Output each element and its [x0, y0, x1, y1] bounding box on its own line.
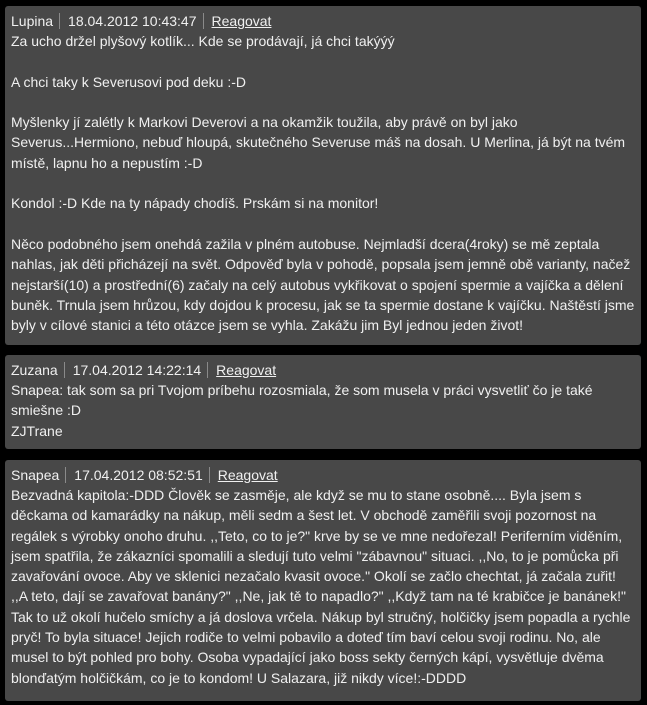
comment-header — [11, 11, 635, 31]
comment-paragraph: Za ucho držel plyšový kotlík... Kde se prodávají, já chci takýýý — [11, 33, 395, 49]
header-divider — [207, 362, 208, 378]
comment-author: Lupina — [11, 13, 54, 29]
comment-paragraph: A chci taky k Severusovi pod deku :-D — [11, 73, 246, 90]
comment-body — [11, 380, 635, 441]
comment-paragraph: Kondol :-D Kde na ty nápady chodíš. Prskám si na monitor! — [11, 195, 379, 212]
comment-paragraph: Snapea: tak som sa pri Tvojom príbehu rozosmiala, že som musela v práci vysvetliť čo je také smiešne :D — [11, 382, 593, 419]
comment-header — [11, 360, 635, 380]
comment-body — [11, 31, 635, 335]
comment-body — [11, 485, 635, 688]
reply-link[interactable]: Reagovat — [211, 13, 272, 29]
comment-header — [11, 465, 635, 485]
comment-paragraph: Něco podobného jsem onehdá zažila v plném autobuse. Nejmladší dcera(4roky) se mě zeptala nahlas, jak děti přicházejí na svět. Odpověď byla v pohodě, popsala jsem jemně obě varianty, načež nejstarší(10) a prostřední(6) začaly na celý autobus vykřikovat o spojení spermie a vajíčka a dělení buněk. Trnula jsem hrůzou, kdy dojdou k procesu, jak se ta spermie dostane k vajíčku. Naštěstí jsme byly v cílové stanici a této otázce jsem se vyhla. Zakážu jim Byl jednou jeden život! — [11, 235, 635, 334]
header-divider — [59, 13, 60, 29]
reply-link[interactable]: Reagovat — [216, 362, 277, 378]
header-divider — [209, 467, 210, 483]
header-divider — [203, 13, 204, 29]
comment-paragraph: Myšlenky jí zalétly k Markovi Deverovi a na okamžik toužila, aby právě on byl jako Severus...Hermiono, nebuď hloupá, skutečného Severuse máš na dosah. U Merlina, já být na tvém místě, lapnu ho a nepustím :-D — [11, 114, 626, 171]
comment — [5, 355, 641, 449]
comment-paragraph: Bezvadná kapitola:-DDD Člověk se zasměje, ale když se mu to stane osobně.... Byla jsem s děckama od kamarádky na nákup, měli sedm a šest let. V obchodě zaměřili svoji pozornost na regálek s výrobky onoho druhu. ,,Teto, co to je?" krve by se ve mne nedořezal! Periferním viděním, jsem spatřila, že zákazníci spomalili a sledují tuto velmi "zábavnou" situaci. ,,No, to je pomůcka při zavařování ovoce. Aby ve sklenici nezačalo kvasit ovoce." Okolí se začlo chechtat, já začala zuřit! ,,A teto, dají se zavařovat banány?" ,,Ne, jak tě to napadlo?" ,,Když tam na té krabičce je banánek!" Tak to už okolí hučelo smíchy a já doslova vrčela. Nákup byl stručný, holčičky jsem popadla a rychle pryč! To byla situace! Jejich rodiče to velmi pobavilo a doteď tím baví celou svoji rodinu. No, ale musel to být pohled pro bohy. Osoba vypadající jako boss sekty černých kápí, vysvětluje dvěma blonďatým holčičkám, co je to kondom! U Salazara, již nikdy více!:-DDDD — [11, 487, 631, 686]
header-divider — [64, 362, 65, 378]
comment-date: 18.04.2012 10:43:47 — [68, 13, 197, 29]
reply-link[interactable]: Reagovat — [217, 467, 278, 483]
comment-paragraph: ZJTrane — [11, 422, 63, 439]
comment — [5, 460, 641, 701]
comment — [5, 6, 641, 345]
comment-date: 17.04.2012 08:52:51 — [74, 467, 203, 483]
header-divider — [65, 467, 66, 483]
comment-date: 17.04.2012 14:22:14 — [72, 362, 202, 378]
comment-author: Snapea — [11, 467, 60, 483]
comment-author: Zuzana — [11, 362, 58, 378]
